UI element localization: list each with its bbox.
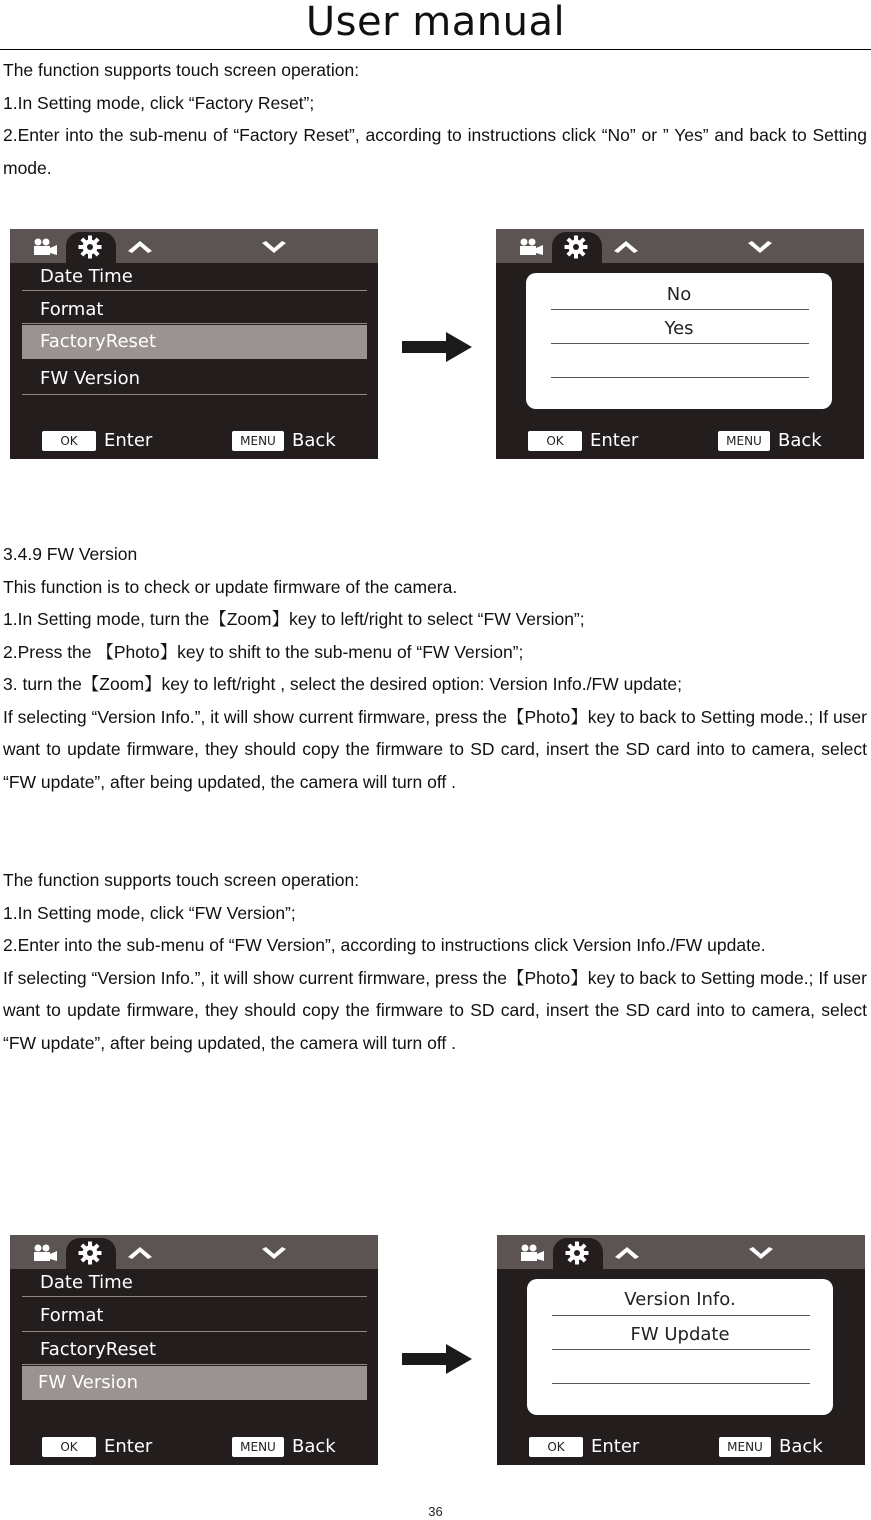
page-number: 36 (428, 1504, 443, 1519)
title-divider (0, 49, 871, 50)
menu-key[interactable]: MENU (718, 431, 770, 451)
video-camera-icon (518, 238, 544, 256)
paragraph-line: The function supports touch screen operation: (3, 60, 360, 80)
menu-item-factory-reset[interactable]: FactoryReset (22, 325, 367, 359)
paragraph-line: If selecting “Version Info.”, it will show current firmware, press the【Photo】key to back to Setting mode.; If user want to update firmware, they should copy the firmware to SD card, insert the SD card into to camera, select “FW update”, after being updated, the camera will turn off . (3, 967, 867, 1053)
arrow-down-icon (262, 241, 286, 253)
back-label: Back (292, 430, 336, 451)
menu-item-date-time[interactable]: Date Time (40, 266, 133, 287)
paragraph-line: 1.In Setting mode, turn the【Zoom】key to left/right to select “FW Version”; (3, 609, 585, 629)
menu-item-format[interactable]: Format (40, 1305, 104, 1326)
option-version-info[interactable]: Version Info. (624, 1289, 736, 1310)
fw-version-section (3, 538, 867, 798)
menu-divider (22, 1331, 367, 1332)
menu-item-fw-version[interactable]: FW Version (40, 368, 141, 389)
paragraph-line: 1.In Setting mode, click “Factory Reset”; (3, 92, 315, 113)
paragraph-line: 3. turn the【Zoom】key to left/right , select the desired option: Version Info./FW update; (3, 674, 682, 694)
arrow-up-icon (615, 1247, 639, 1259)
dialog-divider (551, 309, 809, 310)
camera-screen-factory-popup (496, 229, 864, 459)
page-title: User manual (305, 0, 566, 45)
camera-screen-menu-fw (10, 1235, 378, 1465)
menu-key[interactable]: MENU (232, 431, 284, 451)
enter-label: Enter (590, 430, 639, 451)
gear-icon (565, 1241, 589, 1265)
arrow-up-icon (128, 1247, 152, 1259)
paragraph-line: The function supports touch screen operation: (3, 870, 360, 890)
video-camera-icon (519, 1244, 545, 1262)
ok-key[interactable]: OK (42, 1437, 96, 1457)
screen-bottombar (497, 1433, 865, 1459)
menu-key[interactable]: MENU (232, 1437, 284, 1457)
paragraph-line: 2.Enter into the sub-menu of “FW Version”, according to instructions click Version Info./FW update. (3, 935, 766, 955)
arrow-down-icon (262, 1247, 286, 1259)
ok-key[interactable]: OK (528, 431, 582, 451)
paragraph-line: If selecting “Version Info.”, it will show current firmware, press the【Photo】key to back to Setting mode.; If user want to update firmware, they should copy the firmware to SD card, insert the SD card into to camera, select “FW update”, after being updated, the camera will turn off . (3, 706, 867, 792)
paragraph-line: This function is to check or update firmware of the camera. (3, 576, 458, 597)
gear-icon (78, 235, 102, 259)
video-camera-icon (32, 238, 58, 256)
menu-divider (22, 323, 367, 324)
enter-label: Enter (104, 430, 153, 451)
menu-divider (22, 1364, 367, 1365)
fw-version-dialog (527, 1279, 833, 1415)
arrow-down-icon (748, 241, 772, 253)
arrow-down-icon (749, 1247, 773, 1259)
enter-label: Enter (591, 1436, 640, 1457)
menu-divider (22, 1296, 367, 1297)
paragraph-line: 2.Press the 【Photo】key to shift to the sub-menu of “FW Version”; (3, 641, 524, 662)
paragraph-line: 1.In Setting mode, click “FW Version”; (3, 902, 296, 923)
arrow-right-icon (402, 332, 472, 362)
gear-icon (78, 1241, 102, 1265)
menu-item-fw-version[interactable]: FW Version (22, 1366, 367, 1400)
dialog-divider (551, 377, 809, 378)
arrow-up-icon (128, 241, 152, 253)
back-label: Back (778, 430, 822, 451)
ok-key[interactable]: OK (529, 1437, 583, 1457)
back-label: Back (292, 1436, 336, 1457)
menu-item-date-time[interactable]: Date Time (40, 1272, 133, 1293)
option-yes[interactable]: Yes (664, 318, 694, 339)
screen-bottombar (10, 1433, 378, 1459)
fw-version-touch-text (3, 864, 867, 1059)
menu-item-format[interactable]: Format (40, 299, 104, 320)
option-no[interactable]: No (666, 284, 692, 305)
arrow-up-icon (614, 241, 638, 253)
camera-screen-fw-popup (497, 1235, 865, 1465)
ok-key[interactable]: OK (42, 431, 96, 451)
factory-reset-text (3, 54, 867, 184)
gear-icon (564, 235, 588, 259)
menu-divider (22, 394, 367, 395)
screen-bottombar (10, 427, 378, 453)
dialog-divider (552, 1349, 810, 1350)
dialog-divider (552, 1383, 810, 1384)
option-fw-update[interactable]: FW Update (630, 1324, 730, 1345)
enter-label: Enter (104, 1436, 153, 1457)
video-camera-icon (32, 1244, 58, 1262)
dialog-divider (551, 343, 809, 344)
menu-item-factory-reset[interactable]: FactoryReset (40, 1339, 157, 1360)
section-heading: 3.4.9 FW Version (3, 544, 138, 564)
menu-divider (22, 290, 367, 291)
factory-reset-dialog (526, 273, 832, 409)
back-label: Back (779, 1436, 823, 1457)
dialog-divider (552, 1315, 810, 1316)
arrow-right-icon (402, 1344, 472, 1374)
menu-key[interactable]: MENU (719, 1437, 771, 1457)
paragraph-line: 2.Enter into the sub-menu of “Factory Reset”, according to instructions click “No” or ” Yes” and back to Setting mode. (3, 125, 867, 178)
screen-bottombar (496, 427, 864, 453)
camera-screen-menu-factory (10, 229, 378, 459)
